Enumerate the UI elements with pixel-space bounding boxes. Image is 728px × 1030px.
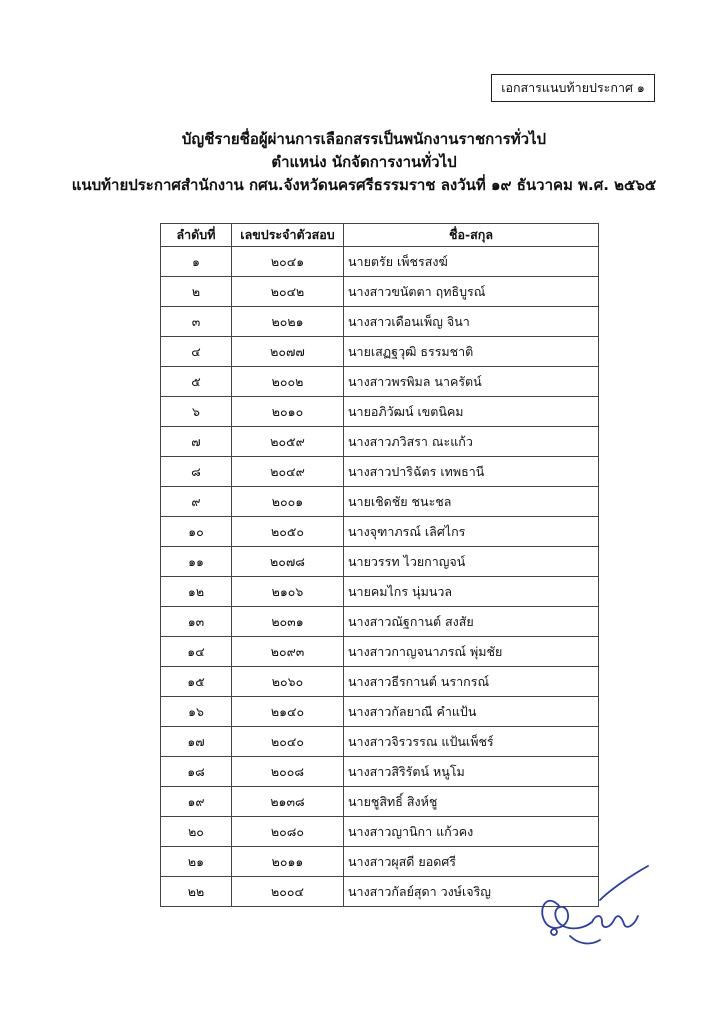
row-index: ๗ [161, 427, 232, 457]
row-name: นางสาวกัลย์สุดา วงษ์เจริญ [344, 877, 599, 907]
row-exam-id: ๒๐๙๓ [232, 637, 344, 667]
candidate-table [160, 223, 599, 907]
row-index: ๕ [161, 367, 232, 397]
table-row [161, 457, 599, 487]
row-index: ๘ [161, 457, 232, 487]
header-name: ชื่อ-สกุล [344, 224, 599, 247]
row-name: นายเชิดชัย ชนะชล [344, 487, 599, 517]
row-name: นายคมไกร นุ่มนวล [344, 577, 599, 607]
row-index: ๓ [161, 307, 232, 337]
table-row [161, 307, 599, 337]
table-header-row [161, 224, 599, 247]
row-exam-id: ๒๐๑๑ [232, 847, 344, 877]
row-exam-id: ๒๐๔๐ [232, 727, 344, 757]
row-name: นางสาวเดือนเพ็ญ จินา [344, 307, 599, 337]
row-name: นายวรรท ไวยกาญจน์ [344, 547, 599, 577]
row-exam-id: ๒๑๔๐ [232, 697, 344, 727]
row-exam-id: ๒๐๐๔ [232, 877, 344, 907]
row-exam-id: ๒๐๕๐ [232, 517, 344, 547]
table-row [161, 757, 599, 787]
row-index: ๑๗ [161, 727, 232, 757]
row-index: ๑๖ [161, 697, 232, 727]
table-row [161, 547, 599, 577]
row-exam-id: ๒๐๔๙ [232, 457, 344, 487]
heading-line-3: แนบท้ายประกาศสำนักงาน กศน.จังหวัดนครศรีธรรมราช ลงวันที่ ๑๙ ธันวาคม พ.ศ. ๒๕๖๕ [71, 176, 657, 194]
signature-stroke-3 [600, 866, 648, 900]
row-name: นางสาวภวิสรา ณะแก้ว [344, 427, 599, 457]
row-index: ๑๙ [161, 787, 232, 817]
table-row [161, 667, 599, 697]
row-exam-id: ๒๐๘๐ [232, 817, 344, 847]
row-name: นางสาวสิริรัตน์ หนูโม [344, 757, 599, 787]
row-name: นางสาวขนัตตา ฤทธิบูรณ์ [344, 277, 599, 307]
table-row [161, 397, 599, 427]
row-index: ๑๕ [161, 667, 232, 697]
row-index: ๑ [161, 247, 232, 277]
row-name: นางสาวกาญจนาภรณ์ พุ่มชัย [344, 637, 599, 667]
row-exam-id: ๒๑๓๘ [232, 787, 344, 817]
table-row [161, 697, 599, 727]
row-name: นางสาวกัลยาณี คำแป้น [344, 697, 599, 727]
row-name: นายอภิวัฒน์ เขตนิคม [344, 397, 599, 427]
table-row [161, 427, 599, 457]
row-index: ๒๒ [161, 877, 232, 907]
row-name: นางสาวผุสดี ยอดศรี [344, 847, 599, 877]
row-name: นางสาวธีรกานต์ นรากรณ์ [344, 667, 599, 697]
table-row [161, 337, 599, 367]
document-reference-label: เอกสารแนบท้ายประกาศ ๑ [501, 80, 645, 95]
table-row [161, 817, 599, 847]
row-exam-id: ๒๐๒๑ [232, 307, 344, 337]
row-index: ๖ [161, 397, 232, 427]
heading-line-1: บัญชีรายชื่อผู้ผ่านการเลือกสรรเป็นพนักงานราชการทั่วไป [181, 130, 547, 148]
header-index: ลำดับที่ [161, 224, 232, 247]
row-exam-id: ๒๐๔๒ [232, 277, 344, 307]
table-row [161, 637, 599, 667]
row-exam-id: ๒๐๐๘ [232, 757, 344, 787]
row-exam-id: ๒๐๖๐ [232, 667, 344, 697]
signature [530, 862, 655, 952]
row-name: นางสาวจิรวรรณ แป้นเพ็ชร์ [344, 727, 599, 757]
row-index: ๑๘ [161, 757, 232, 787]
row-exam-id: ๒๐๗๗ [232, 337, 344, 367]
row-name: นางสาวณัฐกานต์ สงสัย [344, 607, 599, 637]
table-row [161, 727, 599, 757]
row-index: ๙ [161, 487, 232, 517]
row-exam-id: ๒๑๐๖ [232, 577, 344, 607]
row-index: ๑๐ [161, 517, 232, 547]
row-index: ๒ [161, 277, 232, 307]
table-row [161, 487, 599, 517]
row-exam-id: ๒๐๕๙ [232, 427, 344, 457]
row-exam-id: ๒๐๓๑ [232, 607, 344, 637]
row-name: นางสาวญานิกา แก้วคง [344, 817, 599, 847]
row-index: ๑๒ [161, 577, 232, 607]
row-exam-id: ๒๐๐๒ [232, 367, 344, 397]
header-exam-id: เลขประจำตัวสอบ [232, 224, 344, 247]
row-index: ๔ [161, 337, 232, 367]
row-name: นางสาวปาริฉัตร เทพธานี [344, 457, 599, 487]
table-row [161, 277, 599, 307]
row-index: ๑๓ [161, 607, 232, 637]
row-name: นายตรัย เพ็ชรสงฆ์ [344, 247, 599, 277]
table-row [161, 787, 599, 817]
table-row [161, 577, 599, 607]
table-row [161, 517, 599, 547]
table-row [161, 367, 599, 397]
row-index: ๑๔ [161, 637, 232, 667]
row-exam-id: ๒๐๑๐ [232, 397, 344, 427]
table-row [161, 607, 599, 637]
signature-stroke-4 [570, 936, 600, 943]
row-exam-id: ๒๐๔๑ [232, 247, 344, 277]
row-name: นายชูสิทธิ์ สิงห์ชู [344, 787, 599, 817]
heading-line-2: ตำแหน่ง นักจัดการงานทั่วไป [271, 153, 457, 171]
signature-loop [551, 929, 557, 935]
row-index: ๑๑ [161, 547, 232, 577]
signature-stroke-1 [542, 901, 592, 929]
row-name: นายเสฏฐวุฒิ ธรรมชาติ [344, 337, 599, 367]
document-reference-box [491, 74, 655, 102]
row-exam-id: ๒๐๗๘ [232, 547, 344, 577]
signature-stroke-2 [592, 916, 638, 927]
row-exam-id: ๒๐๐๑ [232, 487, 344, 517]
row-index: ๒๐ [161, 817, 232, 847]
row-name: นางสาวพรพิมล นาครัตน์ [344, 367, 599, 397]
row-index: ๒๑ [161, 847, 232, 877]
row-name: นางจุฑาภรณ์ เลิศไกร [344, 517, 599, 547]
table-row [161, 247, 599, 277]
